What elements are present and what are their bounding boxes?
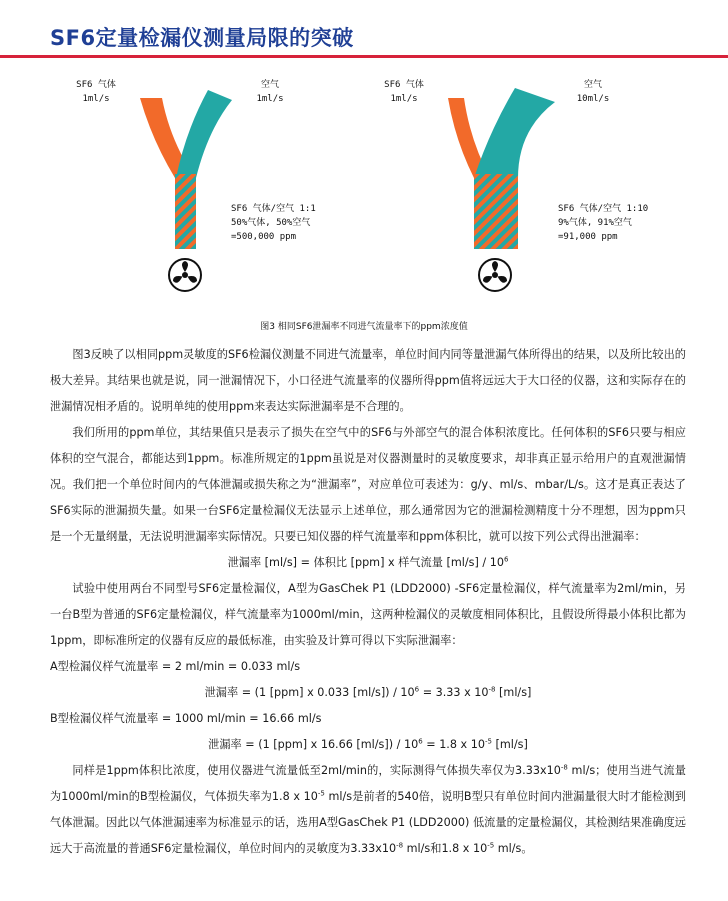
line-a: A型检漏仪样气流量率 = 2 ml/min = 0.033 ml/s (50, 660, 301, 673)
page-title: SF6定量检漏仪测量局限的突破 (50, 26, 354, 50)
title-divider (0, 55, 728, 58)
paragraph: 同样是1ppm体积比浓度，使用仪器进气流量低至2ml/min的，实际测得气体损失率仅为$3.33x10^{-8}$ ml/s；使用当进气流量为1000ml/min的B型检漏仪，气体损失率为1.8 x $10^{-5}$ ml/s是前者的540倍，说明B型只有单位时间内泄漏量很大时才能检测到气体泄漏。因此以气体泄漏速率为标准显示的话，选用A型GasChek P1 (LDD2000) 低流量的定量检漏仪，其检测结果准确度远远大于高流量的普通SF6定量检漏仪，单位时间内的灵敏度为$3.33x10^{-8}$ ml/s和1.8 x $10^{-5}$ ml/s。 (50, 763, 686, 855)
figure-caption: 图3 相同SF6泄漏率不同进气流量率下的ppm浓度值 (260, 322, 468, 332)
right-air-label: 空气 10ml/s (576, 80, 610, 104)
line-b: B型检漏仪样气流量率 = 1000 ml/min = 16.66 ml/s (50, 712, 322, 725)
left-flow-diagram (140, 90, 232, 249)
fan-icon (169, 259, 201, 291)
formula-a: 泄漏率 = (1 [ppm] x 0.033 $[ml/s]) / 10^6 = 3.33$ x $10^{-8}$ [ml/s] (204, 685, 532, 699)
formula: 泄漏率 [ml/s] = 体积比 [ppm] x 样气流量 $[ml/s] / 10^6$ (227, 555, 509, 569)
left-air-label: 空气 1ml/s (256, 80, 284, 104)
fan-icon (479, 259, 511, 291)
paragraph: 我们所用的ppm单位，其结果值只是表示了损失在空气中的SF6与外部空气的混合体积浓度比。任何体积的SF6只要与相应体积的空气混合，都能达到1ppm。标准所规定的1ppm虽说是对仪器测量时的灵敏度要求，却非真正显示给用户的直观泄漏情况。我们把一个单位时间内的气体泄漏或损失称之为“泄漏率”，对应单位可表述为：g/y、ml/s、mbar/L/s。这才是真正表达了SF6实际的泄漏损失量。如果一台SF6定量检漏仪无法显示上述单位，那么通常因为它的泄漏检测精度十分不理想，因为ppm只是一个无量纲量，无法说明泄漏率实际情况。只要已知仪器的样气流量率和ppm体积比，就可以按下列公式得出泄漏率： (50, 426, 686, 543)
right-flow-diagram (448, 88, 555, 249)
left-air-stream (176, 90, 232, 178)
left-mixed-stream (175, 174, 196, 249)
formula-b: 泄漏率 = (1 [ppm] x 16.66 $[ml/s]) / 10^6 = 1.8$ x $10^{-5}$ [ml/s] (208, 737, 528, 751)
paragraph: 试验中使用两台不同型号SF6定量检漏仪，A型为GasChek P1 (LDD2000) -SF6定量检漏仪，样气流量率为2ml/min，另一台B型为普通的SF6定量检漏仪，样气流量率为1000ml/min，这两种检漏仪的灵敏度相同体积比，且假设所得最小体积比都为1ppm，即标准所定的仪器有反应的最低标准，由实验及计算可得以下实际泄漏率： (50, 582, 686, 647)
right-sf6-label: SF6 气体 1ml/s (384, 80, 424, 104)
left-sf6-label: SF6 气体 1ml/s (76, 80, 116, 104)
right-air-stream (474, 88, 555, 178)
left-mix-label: SF6 气体/空气 1:1 50%气体, 50%空气 =500,000 ppm (231, 204, 316, 242)
article-body (50, 342, 686, 862)
paragraph: 图3反映了以相同ppm灵敏度的SF6检漏仪测量不同进气流量率，单位时间内同等量泄漏气体所得出的结果，以及所比较出的极大差异。其结果也就是说，同一泄漏情况下，小口径进气流量率的仪器所得ppm值将远远大于大口径的仪器，这和实际存在的泄漏情况相矛盾的。说明单纯的使用ppm来表达实际泄漏率是不合理的。 (50, 348, 686, 413)
right-mix-label: SF6 气体/空气 1:10 9%气体, 91%空气 =91,000 ppm (558, 204, 649, 242)
right-mixed-stream (474, 174, 518, 249)
